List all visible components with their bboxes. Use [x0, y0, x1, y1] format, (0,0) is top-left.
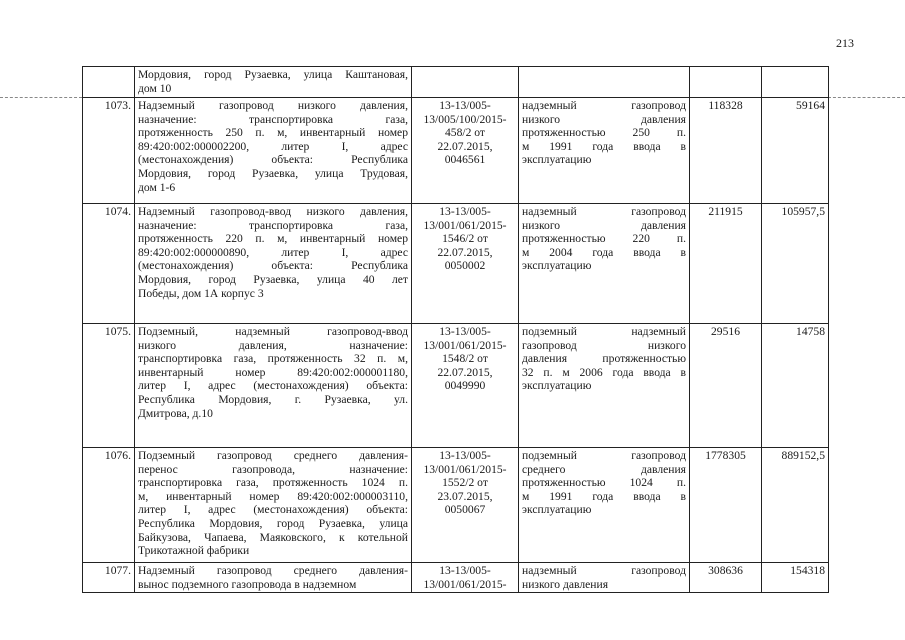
- characteristics-line: эксплуатацию: [522, 503, 592, 517]
- characteristics-line: эксплуатацию: [522, 259, 592, 273]
- book-value-cell: 211915: [690, 204, 762, 324]
- table-row: [83, 204, 829, 324]
- book-value-cell: 308636: [690, 563, 762, 593]
- characteristics-line: среднего давления: [522, 462, 686, 476]
- description-line: Республика Мордовия, г. Рузаевка, ул.: [138, 392, 408, 406]
- characteristics-line: надземный газопровод: [522, 99, 686, 112]
- description-line: Победы, дом 1А корпус 3: [138, 286, 264, 300]
- characteristics-line: надземный газопровод: [522, 564, 686, 577]
- description-cell: [135, 324, 412, 448]
- characteristics-line: надземный газопровод: [522, 205, 686, 218]
- description-line: транспортировка газа, протяженность 32 п. м,: [138, 352, 408, 366]
- registration-line: 13/001/061/2015-: [423, 462, 507, 476]
- characteristics-line: протяженностью 220 п.: [522, 232, 686, 246]
- characteristics-cell: [519, 204, 690, 324]
- description-cell: [135, 67, 412, 98]
- characteristics-line: м 1991 года ввода в: [522, 139, 686, 153]
- description-line: дом 10: [138, 81, 172, 95]
- description-cell: [135, 448, 412, 563]
- row-number-cell: 1075.: [83, 324, 135, 448]
- registration-cell: [412, 563, 519, 593]
- row-number-cell: 1077.: [83, 563, 135, 593]
- description-line: низкого давления, назначение:: [138, 338, 408, 352]
- residual-value-cell: 889152,5: [762, 448, 829, 563]
- description-line: литер I, адрес (местонахождения) объекта:: [138, 379, 408, 393]
- description-line: (местонахождения) объекта: Республика: [138, 153, 408, 167]
- characteristics-line: протяженностью 1024 п.: [522, 476, 686, 490]
- registration-line: 22.07.2015,: [437, 365, 493, 379]
- property-table-body: [83, 67, 829, 593]
- characteristics-line: давления протяженностью: [522, 352, 686, 366]
- description-line: литер I, адрес (местонахождения) объекта:: [138, 503, 408, 517]
- description-line: Мордовия, город Рузаевка, улица Каштановая,: [138, 68, 408, 81]
- registration-line: 1546/2 от: [442, 232, 488, 246]
- registration-cell: [412, 67, 519, 98]
- characteristics-line: газопровод низкого: [522, 338, 686, 352]
- row-number-cell: 1073.: [83, 98, 135, 204]
- characteristics-line: 32 п. м 2006 года ввода в: [522, 365, 686, 379]
- registration-line: 0050067: [444, 503, 486, 517]
- registration-cell: [412, 98, 519, 204]
- registration-line: 1548/2 от: [442, 352, 488, 366]
- scan-edge-line-left: [0, 97, 82, 98]
- book-value-cell: 1778305: [690, 448, 762, 563]
- registration-line: 13-13/005-: [439, 99, 491, 112]
- description-cell: [135, 204, 412, 324]
- characteristics-line: подземный надземный: [522, 325, 686, 338]
- characteristics-line: протяженностью 250 п.: [522, 126, 686, 140]
- registration-line: 13/001/061/2015-: [423, 218, 507, 232]
- property-table: [82, 66, 829, 593]
- description-line: назначение: транспортировка газа,: [138, 112, 408, 126]
- registration-line: 13-13/005-: [439, 205, 491, 218]
- registration-cell: [412, 204, 519, 324]
- description-line: Подземный газопровод среднего давления-: [138, 449, 408, 462]
- characteristics-line: низкого давления: [522, 577, 609, 591]
- description-line: дом 1-6: [138, 180, 176, 194]
- description-line: перенос газопровода, назначение:: [138, 462, 408, 476]
- description-line: 89:420:002:000000890, литер I, адрес: [138, 245, 408, 259]
- description-line: м, инвентарный номер 89:420:002:000003110,: [138, 489, 408, 503]
- description-line: Мордовия, город Рузаевка, улица 40 лет: [138, 272, 408, 286]
- description-line: Республика Мордовия, город Рузаевка, улица: [138, 516, 408, 530]
- characteristics-cell: [519, 98, 690, 204]
- characteristics-cell: [519, 448, 690, 563]
- description-line: 89:420:002:000002200, литер I, адрес: [138, 139, 408, 153]
- description-line: Надземный газопровод-ввод низкого давления,: [138, 205, 408, 218]
- description-line: назначение: транспортировка газа,: [138, 218, 408, 232]
- table-row: [83, 324, 829, 448]
- scan-edge-line-right: [828, 97, 905, 98]
- characteristics-line: эксплуатацию: [522, 153, 592, 167]
- characteristics-cell: [519, 563, 690, 593]
- characteristics-line: эксплуатацию: [522, 379, 592, 393]
- residual-value-cell: 59164: [762, 98, 829, 204]
- description-cell: [135, 98, 412, 204]
- registration-line: 458/2 от: [444, 126, 486, 140]
- description-line: Дмитрова, д.10: [138, 406, 213, 420]
- registration-line: 13/001/061/2015-: [423, 338, 507, 352]
- table-row: [83, 67, 829, 98]
- registration-line: 22.07.2015,: [437, 139, 493, 153]
- registration-line: 0049990: [444, 379, 486, 393]
- description-line: Трикотажной фабрики: [138, 544, 250, 558]
- registration-line: 1552/2 от: [442, 476, 488, 490]
- residual-value-cell: 154318: [762, 563, 829, 593]
- description-line: вынос подземного газопровода в надземном: [138, 577, 357, 591]
- characteristics-cell: [519, 67, 690, 98]
- description-line: транспортировка газа, протяженность 1024 п.: [138, 476, 408, 490]
- residual-value-cell: 14758: [762, 324, 829, 448]
- table-row: [83, 563, 829, 593]
- description-line: Надземный газопровод низкого давления,: [138, 99, 408, 112]
- characteristics-line: низкого давления: [522, 112, 686, 126]
- page-number: 213: [836, 36, 854, 50]
- registration-line: 22.07.2015,: [437, 245, 493, 259]
- registration-cell: [412, 324, 519, 448]
- registration-cell: [412, 448, 519, 563]
- registration-line: 13-13/005-: [439, 449, 491, 462]
- description-line: Надземный газопровод среднего давления-: [138, 564, 408, 577]
- table-row: [83, 98, 829, 204]
- row-number-cell: [83, 67, 135, 98]
- book-value-cell: 118328: [690, 98, 762, 204]
- characteristics-cell: [519, 324, 690, 448]
- registration-line: 0050002: [444, 259, 486, 273]
- characteristics-line: м 1991 года ввода в: [522, 489, 686, 503]
- characteristics-line: подземный газопровод: [522, 449, 686, 462]
- book-value-cell: [690, 67, 762, 98]
- characteristics-line: м 2004 года ввода в: [522, 245, 686, 259]
- description-line: Подземный, надземный газопровод-ввод: [138, 325, 408, 338]
- description-cell: [135, 563, 412, 593]
- residual-value-cell: [762, 67, 829, 98]
- row-number-cell: 1074.: [83, 204, 135, 324]
- description-line: (местонахождения) объекта: Республика: [138, 259, 408, 273]
- description-line: Байкузова, Чапаева, Маяковского, к котельной: [138, 530, 408, 544]
- table-row: [83, 448, 829, 563]
- description-line: протяженность 220 п. м, инвентарный номер: [138, 232, 408, 246]
- book-value-cell: 29516: [690, 324, 762, 448]
- registration-line: 13-13/005-: [439, 325, 491, 338]
- registration-line: 13/001/061/2015-: [423, 577, 507, 591]
- description-line: протяженность 250 п. м, инвентарный номер: [138, 126, 408, 140]
- registration-line: 13-13/005-: [439, 564, 491, 577]
- row-number-cell: 1076.: [83, 448, 135, 563]
- description-line: Мордовия, город Рузаевка, улица Трудовая,: [138, 166, 408, 180]
- residual-value-cell: 105957,5: [762, 204, 829, 324]
- registration-line: 13/005/100/2015-: [423, 112, 507, 126]
- characteristics-line: низкого давления: [522, 218, 686, 232]
- registration-line: 0046561: [444, 153, 486, 167]
- registration-line: 23.07.2015,: [437, 489, 493, 503]
- description-line: инвентарный номер 89:420:002:000001180,: [138, 365, 408, 379]
